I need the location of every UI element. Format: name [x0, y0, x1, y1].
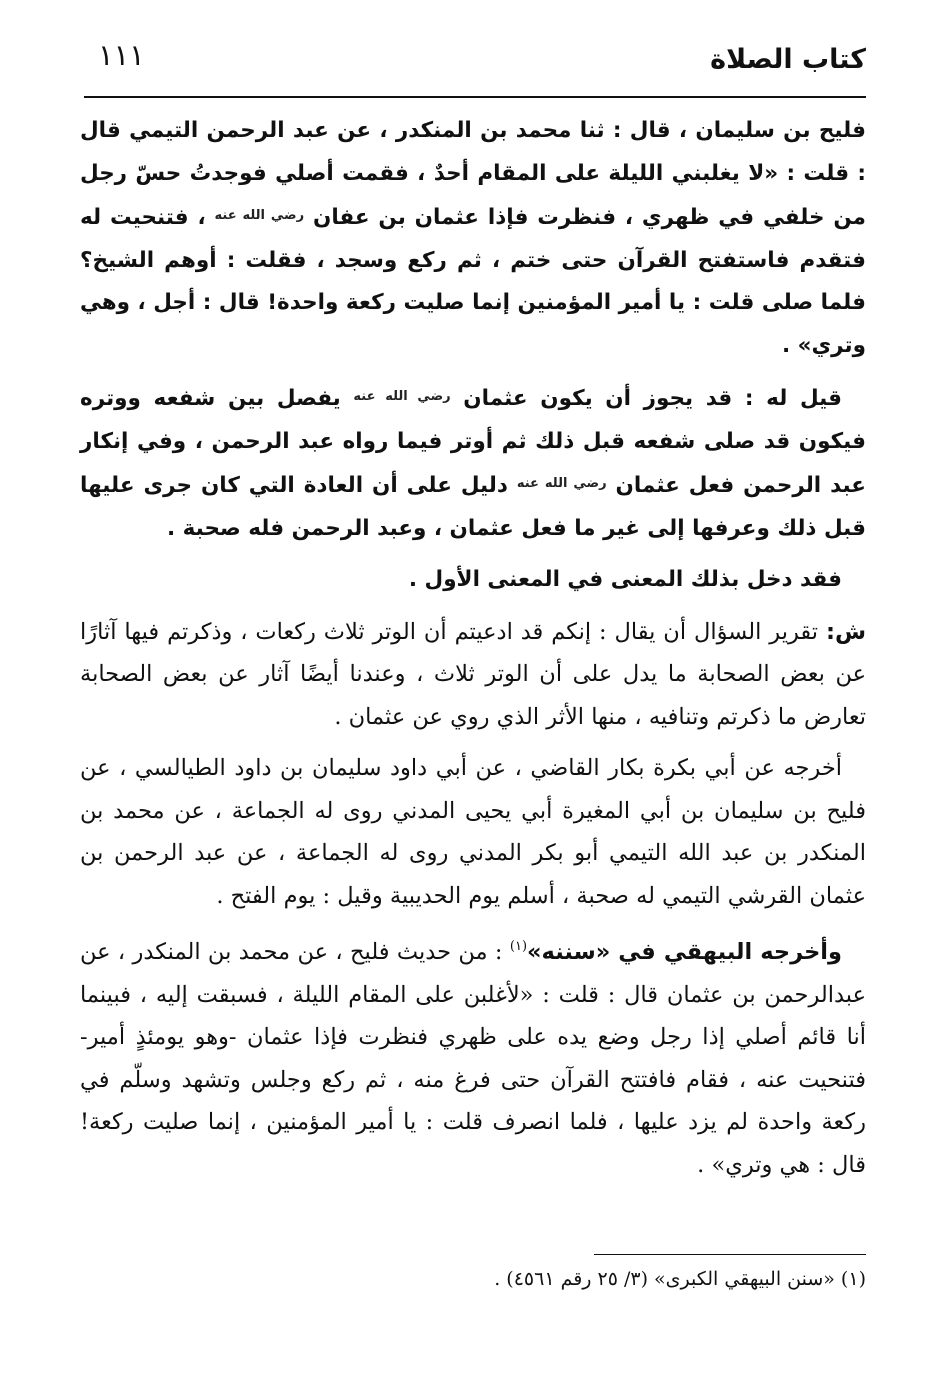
footnote-divider	[594, 1254, 866, 1255]
bold-text: ش:	[825, 618, 866, 645]
page-header	[84, 34, 866, 94]
paragraph	[80, 559, 866, 602]
paragraph-text: ، فتنحيت له فتقدم فاستفتح القرآن حتى ختم ، ثم ركع وسجد ، فقلت : أوهم الشيخ؟ فلما صلى قلت : يا أمير المؤمنين إنما صليت ركعة واحدة! قال : أجل ، وهي وتري» .	[80, 205, 866, 358]
paragraph-text: قيل له : قد يجوز أن يكون عثمان	[450, 386, 842, 411]
honorific-mark: رضي الله عنه	[516, 476, 607, 491]
paragraph-text: دليل على أن العادة التي كان جرى عليها قبل ذلك وعرفها إلى غير ما فعل عثمان ، وعبد الرحمن فله صحبة .	[80, 473, 866, 541]
honorific-mark: رضي الله عنه	[214, 208, 305, 223]
paragraph	[80, 110, 866, 367]
paragraph-text: تقرير السؤال أن يقال : إنكم قد ادعيتم أن الوتر ثلاث ركعات ، وذكرتم فيها آثارًا عن بعض الصحابة ما يدل على أن الوتر ثلاث ، وعندنا أيضًا آثار عن بعض الصحابة تعارض ما ذكرتم وتنافيه ، منها الأثر الذي روي عن عثمان .	[80, 618, 866, 730]
footnote: (١) «سنن البيهقي الكبرى» (٣/ ٢٥ رقم ٤٥٦١) .	[494, 1268, 866, 1290]
bold-text: وأخرجه البيهقي في «سننه»	[527, 939, 842, 965]
paragraph-text: فليح بن سليمان ، قال : ثنا محمد بن المنكدر ، عن عبد الرحمن التيمي قال : قلت : «لا يغلبني الليلة على المقام أحدٌ ، فقمت أصلي فوجدتُ حسّ رجل من خلفي في ظهري ، فنظرت فإذا عثمان بن عفان	[80, 118, 866, 230]
paragraph-text: : من حديث فليح ، عن محمد بن المنكدر ، عن عبدالرحمن بن عثمان قال : قلت : «لأغلبن على المقام الليلة ، فسبقت إليه ، فبينما أنا قائم أصلي إذا رجل وضع يده على ظهري فنظرت فإذا عثمان -وهو يومئذٍ أمير- فتنحيت عنه ، فقام فافتتح القرآن حتى فرغ منه ، ثم ركع وجلس وتشهد وسلّم في ركعة واحدة لم يزد عليها ، فلما انصرف قلت : يا أمير المؤمنين ، إنما صليت ركعة! قال : هي وتري» .	[80, 939, 866, 1178]
paragraph-text: أخرجه عن أبي بكرة بكار القاضي ، عن أبي داود سليمان بن داود الطيالسي ، عن فليح بن سليمان بن أبي المغيرة أبي يحيى المدني روى له الجماعة ، عن محمد بن المنكدر بن عبد الله التيمي أبو بكر المدني روى له الجماعة ، عن عبد الرحمن بن عثمان القرشي التيمي له صحبة ، أسلم يوم الحديبية وقيل : يوم الفتح .	[80, 755, 866, 909]
page-number: ١١١	[98, 38, 145, 72]
header-divider	[84, 96, 866, 98]
honorific-mark: رضي الله عنه	[353, 389, 451, 404]
paragraph	[80, 926, 866, 1186]
paragraph-text: يفصل بين شفعه ووتره فيكون قد صلى شفعه قبل ذلك ثم أوتر فيما رواه عبد الرحمن ، وفي إنكار عبد الرحمن فعل عثمان	[80, 386, 866, 498]
running-title: كتاب الصلاة	[710, 44, 866, 75]
footnote-marker: (١)	[509, 939, 528, 954]
paragraph	[80, 376, 866, 550]
paragraph-text: فقد دخل بذلك المعنى في المعنى الأول .	[408, 567, 842, 592]
paragraph	[80, 747, 866, 917]
page-body	[80, 110, 866, 1195]
paragraph	[80, 611, 866, 739]
